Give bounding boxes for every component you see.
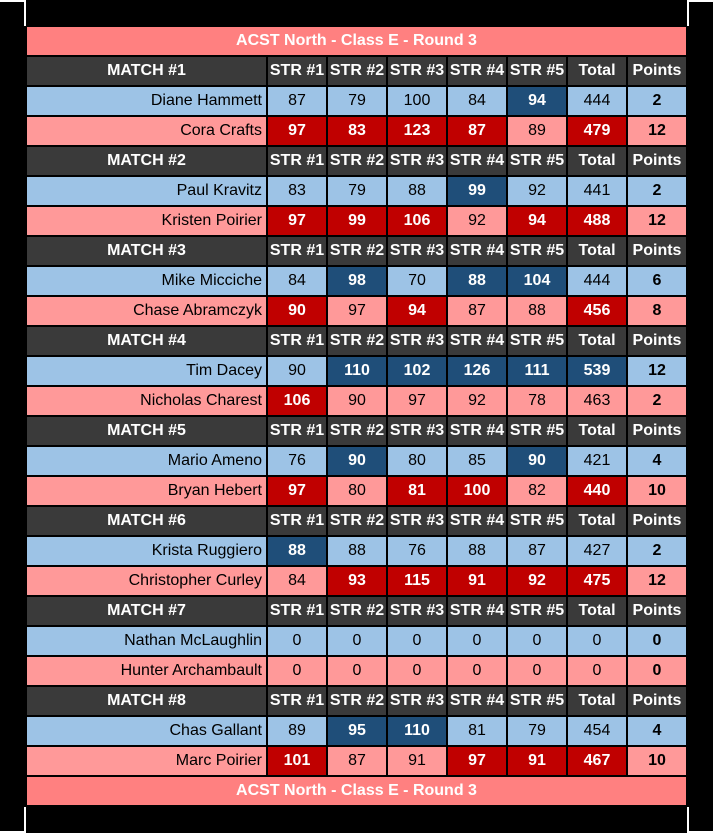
column-header: STR #5 xyxy=(507,686,567,716)
match-label: MATCH #1 xyxy=(26,56,267,86)
string-score: 88 xyxy=(327,536,387,566)
points-value: 12 xyxy=(627,356,687,386)
player-name: Christopher Curley xyxy=(26,566,267,596)
column-header: STR #1 xyxy=(267,56,327,86)
match-label: MATCH #8 xyxy=(26,686,267,716)
footer-banner: ACST North - Class E - Round 3 xyxy=(26,776,687,806)
string-score: 106 xyxy=(387,206,447,236)
player-row xyxy=(26,446,687,476)
string-score: 89 xyxy=(267,716,327,746)
column-header: Points xyxy=(627,506,687,536)
points-value: 4 xyxy=(627,446,687,476)
string-score: 92 xyxy=(447,206,507,236)
match-header-row xyxy=(26,236,687,266)
player-name: Cora Crafts xyxy=(26,116,267,146)
column-header: Points xyxy=(627,236,687,266)
match-header-row xyxy=(26,146,687,176)
string-score: 82 xyxy=(507,476,567,506)
string-score: 123 xyxy=(387,116,447,146)
string-score: 0 xyxy=(507,626,567,656)
column-header: STR #3 xyxy=(387,146,447,176)
string-score: 88 xyxy=(387,176,447,206)
string-score: 104 xyxy=(507,266,567,296)
column-header: STR #3 xyxy=(387,236,447,266)
match-header-row xyxy=(26,596,687,626)
total-score: 454 xyxy=(567,716,627,746)
column-header: STR #3 xyxy=(387,686,447,716)
player-name: Mike Micciche xyxy=(26,266,267,296)
player-row xyxy=(26,116,687,146)
string-score: 102 xyxy=(387,356,447,386)
string-score: 99 xyxy=(447,176,507,206)
column-header: STR #3 xyxy=(387,326,447,356)
string-score: 0 xyxy=(387,626,447,656)
string-score: 88 xyxy=(447,266,507,296)
column-header: Points xyxy=(627,416,687,446)
column-header: STR #3 xyxy=(387,56,447,86)
string-score: 87 xyxy=(507,536,567,566)
column-header: Points xyxy=(627,326,687,356)
player-name: Kristen Poirier xyxy=(26,206,267,236)
string-score: 90 xyxy=(267,296,327,326)
string-score: 87 xyxy=(447,296,507,326)
string-score: 79 xyxy=(507,716,567,746)
player-name: Paul Kravitz xyxy=(26,176,267,206)
column-header: Total xyxy=(567,416,627,446)
string-score: 79 xyxy=(327,176,387,206)
corner-mark xyxy=(0,0,26,2)
column-header: STR #4 xyxy=(447,56,507,86)
string-score: 84 xyxy=(267,266,327,296)
string-score: 90 xyxy=(507,446,567,476)
column-header: STR #2 xyxy=(327,686,387,716)
string-score: 92 xyxy=(507,566,567,596)
string-score: 0 xyxy=(327,626,387,656)
string-score: 111 xyxy=(507,356,567,386)
string-score: 97 xyxy=(267,476,327,506)
player-row xyxy=(26,536,687,566)
column-header: STR #4 xyxy=(447,326,507,356)
column-header: STR #1 xyxy=(267,416,327,446)
column-header: STR #5 xyxy=(507,146,567,176)
player-row xyxy=(26,266,687,296)
player-row xyxy=(26,656,687,686)
string-score: 84 xyxy=(447,86,507,116)
string-score: 94 xyxy=(387,296,447,326)
string-score: 97 xyxy=(327,296,387,326)
column-header: STR #5 xyxy=(507,326,567,356)
string-score: 97 xyxy=(267,116,327,146)
column-header: Total xyxy=(567,506,627,536)
column-header: STR #4 xyxy=(447,506,507,536)
string-score: 101 xyxy=(267,746,327,776)
points-value: 10 xyxy=(627,746,687,776)
player-name: Nicholas Charest xyxy=(26,386,267,416)
player-name: Mario Ameno xyxy=(26,446,267,476)
player-row xyxy=(26,746,687,776)
string-score: 106 xyxy=(267,386,327,416)
string-score: 92 xyxy=(507,176,567,206)
column-header: STR #1 xyxy=(267,326,327,356)
string-score: 97 xyxy=(267,206,327,236)
string-score: 84 xyxy=(267,566,327,596)
string-score: 76 xyxy=(267,446,327,476)
column-header: STR #1 xyxy=(267,146,327,176)
string-score: 0 xyxy=(387,656,447,686)
points-value: 4 xyxy=(627,716,687,746)
column-header: STR #4 xyxy=(447,416,507,446)
player-row xyxy=(26,176,687,206)
column-header: STR #4 xyxy=(447,146,507,176)
string-score: 70 xyxy=(387,266,447,296)
string-score: 110 xyxy=(387,716,447,746)
column-header: Points xyxy=(627,686,687,716)
match-header-row xyxy=(26,506,687,536)
player-row xyxy=(26,206,687,236)
total-score: 0 xyxy=(567,626,627,656)
match-header-row xyxy=(26,326,687,356)
string-score: 97 xyxy=(387,386,447,416)
string-score: 0 xyxy=(267,656,327,686)
player-row xyxy=(26,86,687,116)
column-header: STR #2 xyxy=(327,56,387,86)
string-score: 90 xyxy=(327,446,387,476)
player-row xyxy=(26,566,687,596)
corner-mark xyxy=(687,807,689,833)
column-header: Total xyxy=(567,326,627,356)
results-sheet xyxy=(26,26,687,806)
points-value: 12 xyxy=(627,566,687,596)
string-score: 83 xyxy=(327,116,387,146)
column-header: STR #3 xyxy=(387,506,447,536)
column-header: STR #1 xyxy=(267,596,327,626)
string-score: 0 xyxy=(507,656,567,686)
total-score: 444 xyxy=(567,266,627,296)
string-score: 88 xyxy=(267,536,327,566)
match-label: MATCH #3 xyxy=(26,236,267,266)
points-value: 12 xyxy=(627,116,687,146)
points-value: 2 xyxy=(627,86,687,116)
total-score: 463 xyxy=(567,386,627,416)
player-row xyxy=(26,626,687,656)
points-value: 0 xyxy=(627,626,687,656)
player-name: Hunter Archambault xyxy=(26,656,267,686)
points-value: 0 xyxy=(627,656,687,686)
string-score: 92 xyxy=(447,386,507,416)
string-score: 100 xyxy=(387,86,447,116)
match-label: MATCH #6 xyxy=(26,506,267,536)
string-score: 89 xyxy=(507,116,567,146)
player-name: Chas Gallant xyxy=(26,716,267,746)
player-name: Krista Ruggiero xyxy=(26,536,267,566)
column-header: STR #2 xyxy=(327,146,387,176)
player-name: Tim Dacey xyxy=(26,356,267,386)
column-header: Total xyxy=(567,596,627,626)
corner-mark xyxy=(687,0,713,2)
total-score: 0 xyxy=(567,656,627,686)
string-score: 90 xyxy=(327,386,387,416)
column-header: STR #4 xyxy=(447,596,507,626)
string-score: 81 xyxy=(387,476,447,506)
column-header: STR #3 xyxy=(387,416,447,446)
total-score: 444 xyxy=(567,86,627,116)
title-banner: ACST North - Class E - Round 3 xyxy=(26,26,687,56)
string-score: 115 xyxy=(387,566,447,596)
player-name: Chase Abramczyk xyxy=(26,296,267,326)
player-name: Diane Hammett xyxy=(26,86,267,116)
match-header-row xyxy=(26,56,687,86)
string-score: 97 xyxy=(447,746,507,776)
string-score: 83 xyxy=(267,176,327,206)
string-score: 100 xyxy=(447,476,507,506)
points-value: 8 xyxy=(627,296,687,326)
match-header-row xyxy=(26,416,687,446)
match-label: MATCH #2 xyxy=(26,146,267,176)
string-score: 87 xyxy=(447,116,507,146)
column-header: STR #2 xyxy=(327,416,387,446)
string-score: 95 xyxy=(327,716,387,746)
match-label: MATCH #4 xyxy=(26,326,267,356)
string-score: 93 xyxy=(327,566,387,596)
column-header: STR #2 xyxy=(327,326,387,356)
points-value: 6 xyxy=(627,266,687,296)
string-score: 88 xyxy=(507,296,567,326)
string-score: 98 xyxy=(327,266,387,296)
column-header: Total xyxy=(567,236,627,266)
column-header: STR #5 xyxy=(507,56,567,86)
column-header: Points xyxy=(627,56,687,86)
points-value: 12 xyxy=(627,206,687,236)
column-header: Total xyxy=(567,56,627,86)
total-score: 467 xyxy=(567,746,627,776)
column-header: Points xyxy=(627,596,687,626)
string-score: 80 xyxy=(387,446,447,476)
string-score: 79 xyxy=(327,86,387,116)
player-row xyxy=(26,476,687,506)
string-score: 87 xyxy=(327,746,387,776)
string-score: 0 xyxy=(447,656,507,686)
points-value: 2 xyxy=(627,386,687,416)
total-score: 479 xyxy=(567,116,627,146)
match-header-row xyxy=(26,686,687,716)
total-score: 441 xyxy=(567,176,627,206)
corner-mark xyxy=(687,0,689,26)
string-score: 87 xyxy=(267,86,327,116)
column-header: STR #1 xyxy=(267,506,327,536)
column-header: STR #2 xyxy=(327,506,387,536)
player-name: Bryan Hebert xyxy=(26,476,267,506)
column-header: STR #5 xyxy=(507,236,567,266)
string-score: 78 xyxy=(507,386,567,416)
player-name: Nathan McLaughlin xyxy=(26,626,267,656)
string-score: 94 xyxy=(507,206,567,236)
column-header: STR #4 xyxy=(447,686,507,716)
match-label: MATCH #5 xyxy=(26,416,267,446)
string-score: 90 xyxy=(267,356,327,386)
column-header: Points xyxy=(627,146,687,176)
column-header: Total xyxy=(567,686,627,716)
string-score: 0 xyxy=(447,626,507,656)
player-row xyxy=(26,356,687,386)
column-header: STR #5 xyxy=(507,506,567,536)
column-header: STR #5 xyxy=(507,596,567,626)
column-header: Total xyxy=(567,146,627,176)
points-value: 2 xyxy=(627,536,687,566)
string-score: 126 xyxy=(447,356,507,386)
string-score: 99 xyxy=(327,206,387,236)
points-value: 2 xyxy=(627,176,687,206)
corner-mark xyxy=(24,807,26,833)
player-row xyxy=(26,386,687,416)
player-row xyxy=(26,716,687,746)
column-header: STR #4 xyxy=(447,236,507,266)
string-score: 91 xyxy=(387,746,447,776)
total-score: 539 xyxy=(567,356,627,386)
string-score: 0 xyxy=(267,626,327,656)
string-score: 80 xyxy=(327,476,387,506)
total-score: 475 xyxy=(567,566,627,596)
match-label: MATCH #7 xyxy=(26,596,267,626)
column-header: STR #1 xyxy=(267,236,327,266)
corner-mark xyxy=(24,0,26,26)
column-header: STR #5 xyxy=(507,416,567,446)
player-row xyxy=(26,296,687,326)
total-score: 440 xyxy=(567,476,627,506)
total-score: 488 xyxy=(567,206,627,236)
string-score: 81 xyxy=(447,716,507,746)
points-value: 10 xyxy=(627,476,687,506)
column-header: STR #2 xyxy=(327,596,387,626)
string-score: 0 xyxy=(327,656,387,686)
string-score: 91 xyxy=(507,746,567,776)
string-score: 110 xyxy=(327,356,387,386)
total-score: 456 xyxy=(567,296,627,326)
match-table xyxy=(26,56,687,776)
player-name: Marc Poirier xyxy=(26,746,267,776)
string-score: 76 xyxy=(387,536,447,566)
string-score: 94 xyxy=(507,86,567,116)
column-header: STR #1 xyxy=(267,686,327,716)
total-score: 427 xyxy=(567,536,627,566)
string-score: 91 xyxy=(447,566,507,596)
string-score: 85 xyxy=(447,446,507,476)
column-header: STR #3 xyxy=(387,596,447,626)
total-score: 421 xyxy=(567,446,627,476)
string-score: 88 xyxy=(447,536,507,566)
column-header: STR #2 xyxy=(327,236,387,266)
